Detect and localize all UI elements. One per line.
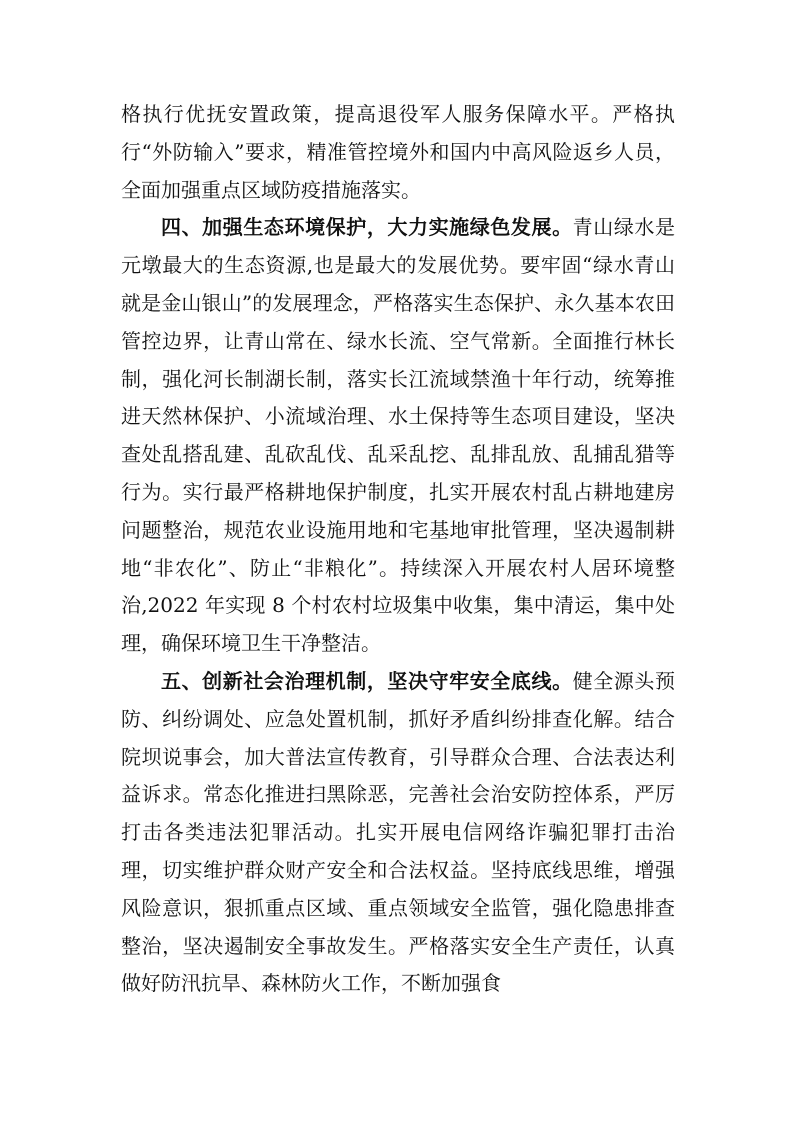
paragraph-governance xyxy=(121,663,675,1003)
document-body xyxy=(121,96,675,1003)
section-heading-governance: 五、创新社会治理机制，坚决守牢安全底线。 xyxy=(161,668,573,693)
paragraph-ecology xyxy=(121,209,675,663)
paragraph-text: 格执行优抚安置政策，提高退役军人服务保障水平。严格执行“外防输入”要求，精准管控境外和国内中高风险返乡人员，全面加强重点区域防疫措施落实。 xyxy=(121,102,675,202)
paragraph-continuation xyxy=(121,96,675,209)
section-heading-ecology: 四、加强生态环境保护，大力实施绿色发展。 xyxy=(161,215,573,240)
paragraph-text: 青山绿水是元墩最大的生态资源,也是最大的发展优势。要牢固“绿水青山就是金山银山”的发展理念，严格落实生态保护、永久基本农田管控边界，让青山常在、绿水长流、空气常新。全面推行林长制，强化河长制湖长制，落实长江流域禁渔十年行动，统筹推进天然林保护、小流域治理、水土保持等生态项目建设，坚决查处乱搭乱建、乱砍乱伐、乱采乱挖、乱排乱放、乱捕乱猎等行为。实行最严格耕地保护制度，扎实开展农村乱占耕地建房问题整治，规范农业设施用地和宅基地审批管理，坚决遏制耕地“非农化”、防止“非粮化”。持续深入开展农村人居环境整治,2022 年实现 8 个村农村垃圾集中收集，集中清运，集中处理，确保环境卫生干净整洁。 xyxy=(121,215,676,656)
paragraph-text: 健全源头预防、纠纷调处、应急处置机制，抓好矛盾纠纷排查化解。结合院坝说事会，加大普法宣传教育，引导群众合理、合法表达利益诉求。常态化推进扫黑除恶，完善社会治安防控体系，严厉打击各类违法犯罪活动。扎实开展电信网络诈骗犯罪打击治理，切实维护群众财产安全和合法权益。坚持底线思维，增强风险意识，狠抓重点区域、重点领域安全监管，强化隐患排查整治，坚决遏制安全事故发生。严格落实安全生产责任，认真做好防汛抗旱、森林防火工作，不断加强食 xyxy=(121,668,676,996)
